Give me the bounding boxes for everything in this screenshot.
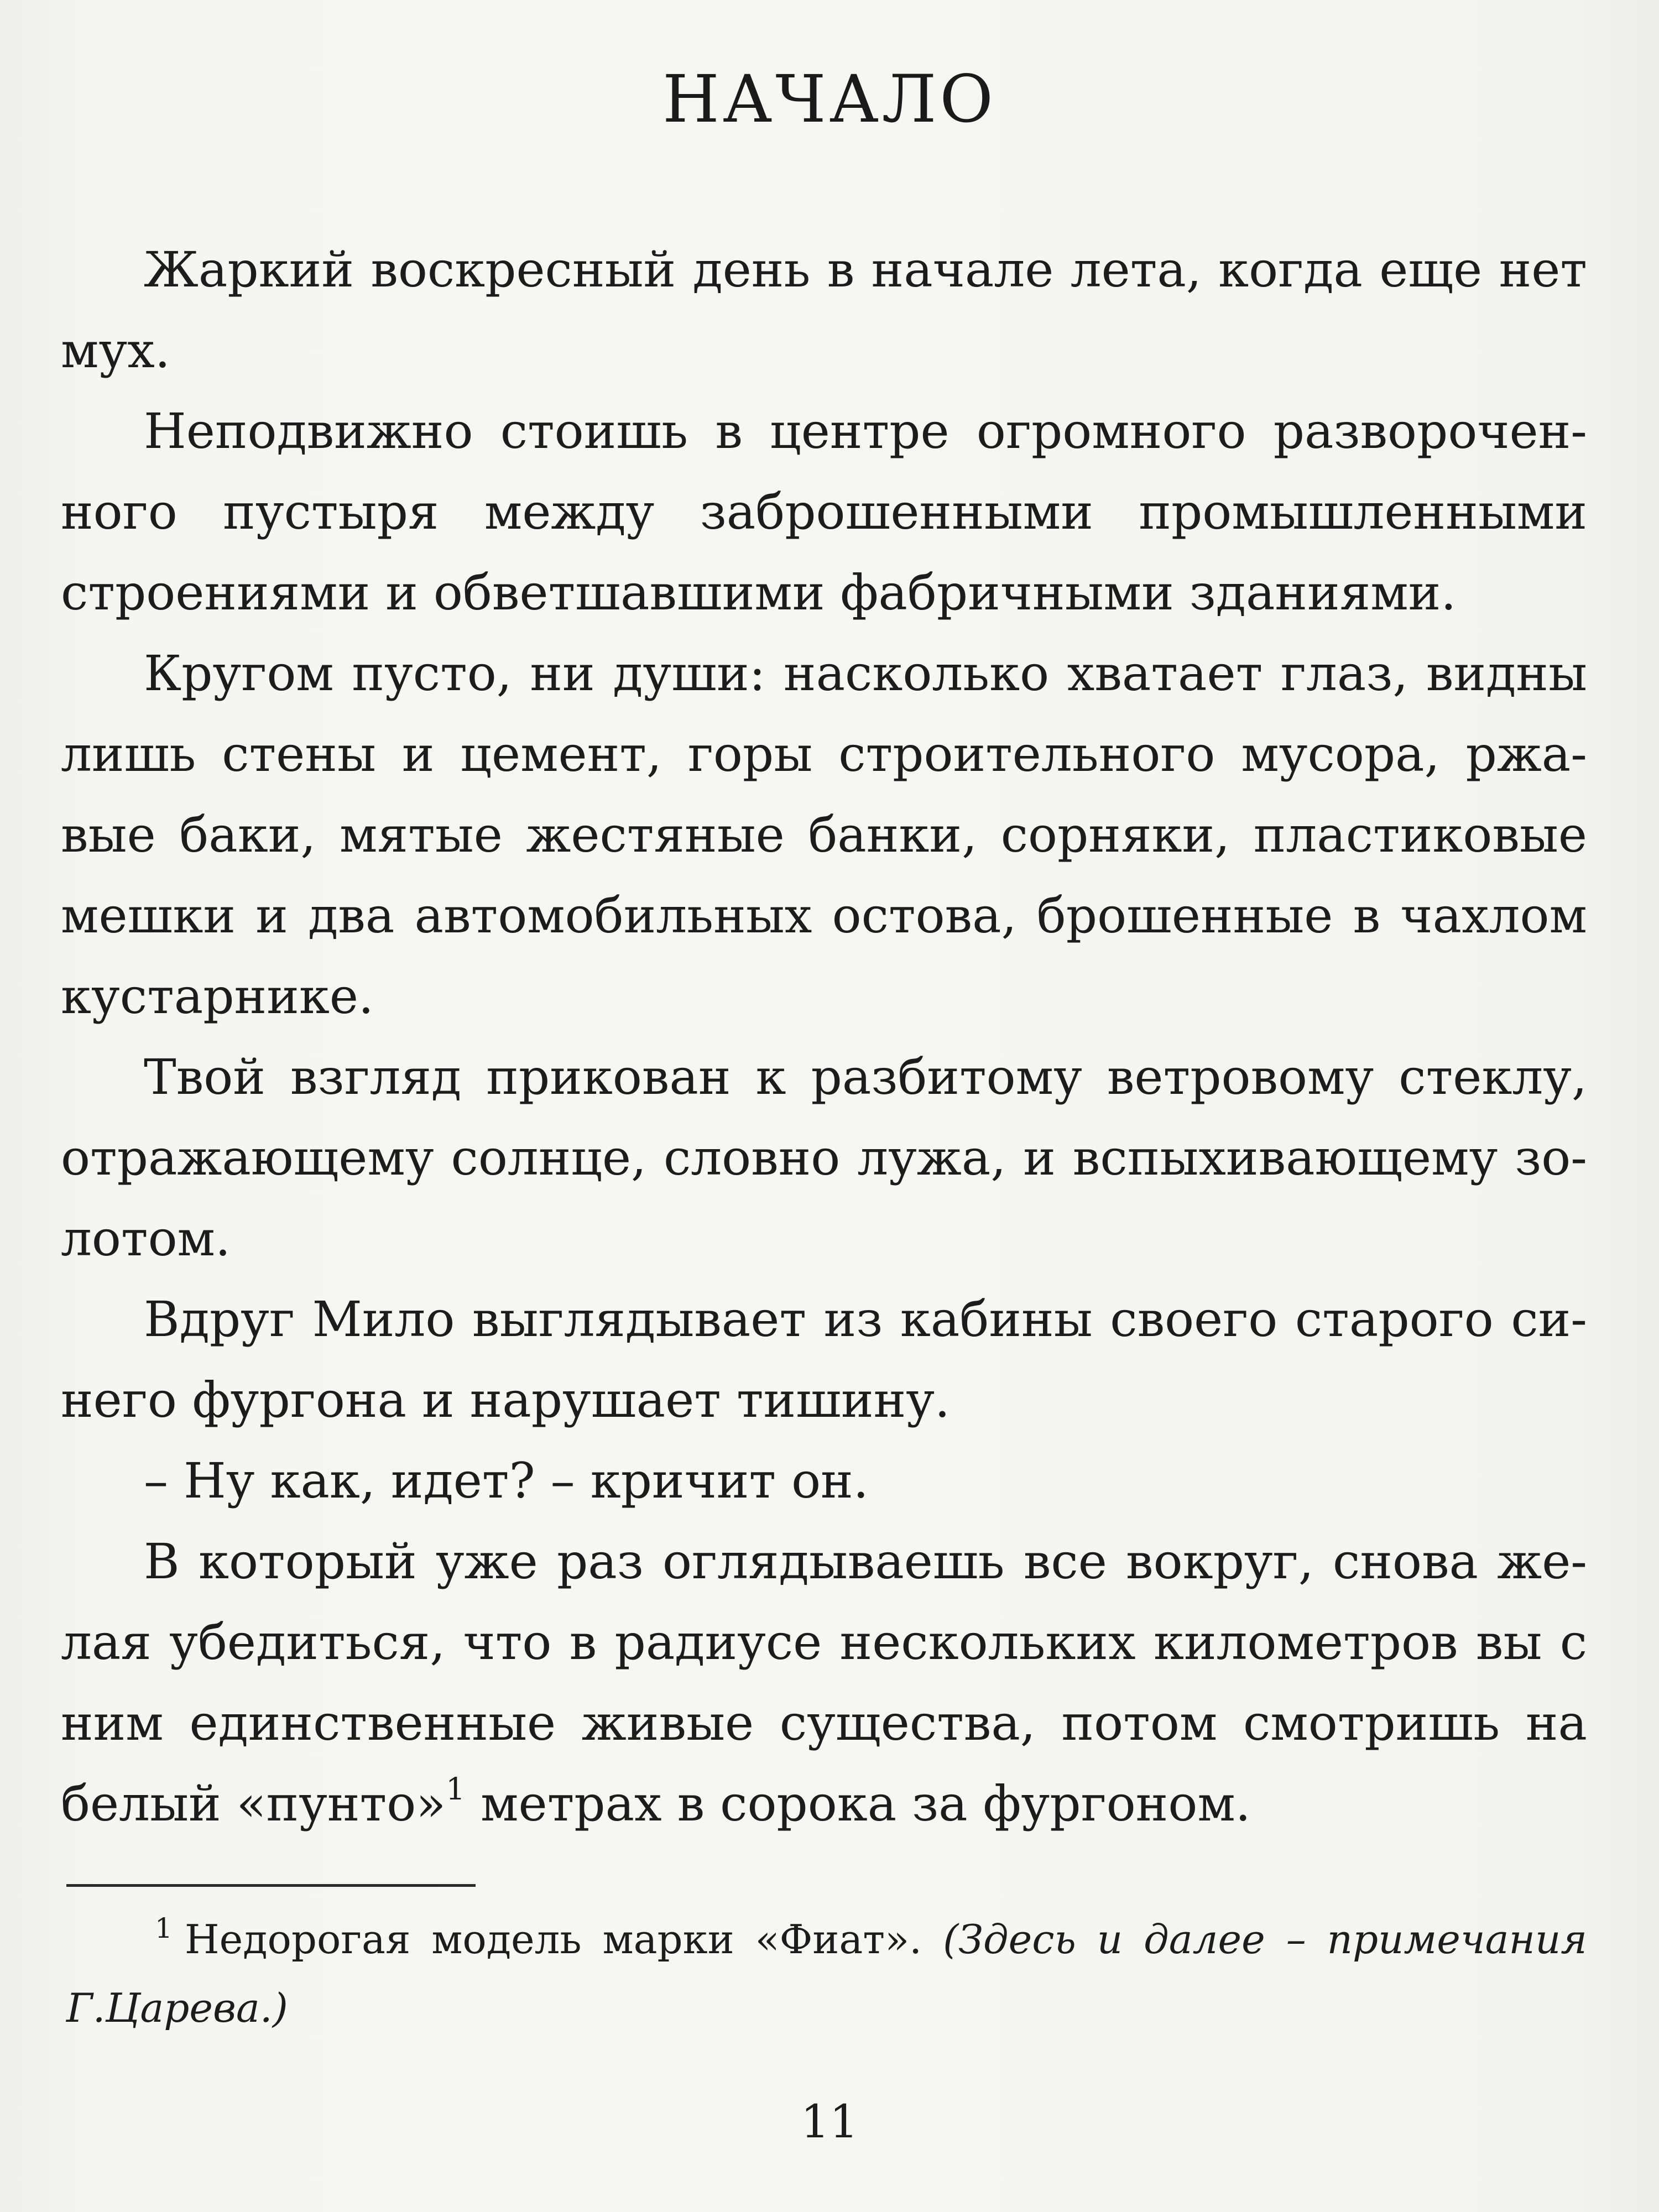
- footnote-divider: [66, 1884, 476, 1887]
- paragraph-3: Кругом пусто, ни души: насколько хватает глаз, видны лишь стены и цемент, горы строительного мусора, ржавые баки, мятые жестяные банки, сорняки, пластиковые мешки и два автомобильных остова, брошенные в чахлом кустарнике.: [61, 645, 1587, 1025]
- paragraph-5: Вдруг Мило выглядывает из кабины своего старого синего фургона и нарушает тишину.: [61, 1291, 1587, 1428]
- paragraph-6-end-before: белый «пунто»: [61, 1775, 446, 1832]
- chapter-title: НАЧАЛО: [662, 61, 997, 137]
- dialogue-line: – Ну как, идет? – кричит он.: [144, 1452, 869, 1509]
- footnote-number: 1: [155, 1912, 173, 1944]
- paragraph-6-end-after: метрах в сорока за фургоном.: [465, 1775, 1251, 1832]
- footnote-translator-note: (Здесь и далее – примечания Г.Царева.): [66, 1916, 1588, 2031]
- paragraph-4: Твой взгляд прикован к разбитому ветровому стеклу, отражающему солнце, словно лужа, и вспыхивающему золотом.: [61, 1048, 1587, 1267]
- page-number: 11: [800, 2096, 859, 2148]
- paragraph-1: Жаркий воскресный день в начале лета, когда еще нет мух.: [61, 241, 1587, 379]
- footnote-text: Недорогая модель марки «Фиат».: [184, 1916, 922, 1963]
- main-text: [61, 229, 1587, 1844]
- footnote-reference[interactable]: 1: [446, 1771, 466, 1807]
- paragraph-6: [61, 1521, 1587, 1844]
- paragraph-2: Неподвижно стоишь в центре огромного развороченного пустыря между заброшенными промышленными строениями и обветшавшими фабричными зданиями.: [61, 403, 1587, 621]
- paragraph-6-text: В который уже раз оглядываешь все вокруг, снова желая убедиться, что в радиусе нескольких километров вы с ним единственные живые существа, потом смотришь на: [61, 1533, 1587, 1751]
- footnote: [66, 1905, 1587, 2042]
